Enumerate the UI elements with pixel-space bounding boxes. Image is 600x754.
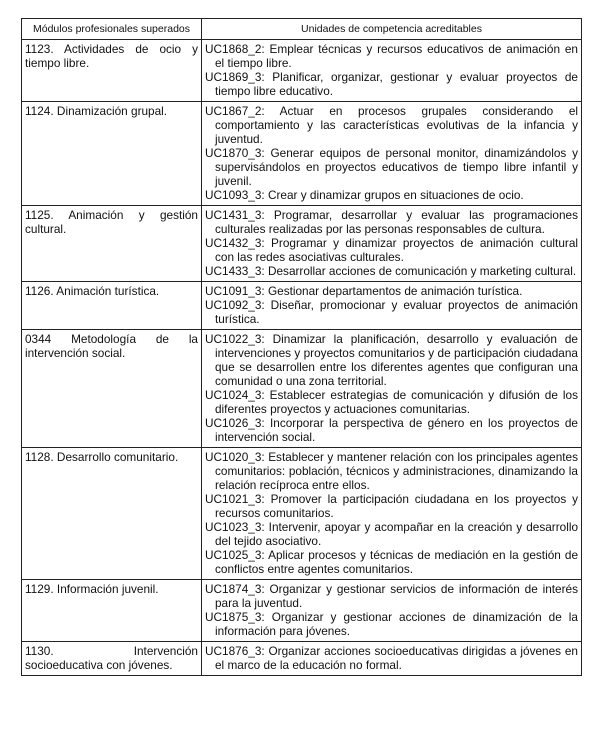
competency-units-cell <box>202 206 582 282</box>
competency-unit: UC1867_2: Actuar en procesos grupales considerando el comportamiento y las características evolutivas de la infancia y juventud. <box>205 104 578 146</box>
competency-unit: UC1432_3: Programar y dinamizar proyectos de animación cultural con las redes asociativas culturales. <box>205 236 578 264</box>
competency-units-cell <box>202 448 582 580</box>
competency-units-cell <box>202 282 582 330</box>
table-row <box>22 448 582 580</box>
table-row <box>22 642 582 676</box>
competency-unit: UC1024_3: Establecer estrategias de comunicación y difusión de los diferentes proyectos y actuaciones comunitarias. <box>205 388 578 416</box>
competency-unit: UC1431_3: Programar, desarrollar y evaluar las programaciones culturales realizadas por las personas responsables de cultura. <box>205 208 578 236</box>
module-cell: 1130. Intervención socioeducativa con jóvenes. <box>22 642 202 676</box>
table-body <box>22 40 582 676</box>
table-row <box>22 40 582 102</box>
competency-units-cell <box>202 40 582 102</box>
module-cell: 1129. Información juvenil. <box>22 580 202 642</box>
table-row <box>22 206 582 282</box>
competency-unit: UC1021_3: Promover la participación ciudadana en los proyectos y recursos comunitarios. <box>205 492 578 520</box>
competency-unit: UC1874_3: Organizar y gestionar servicios de información de interés para la juventud. <box>205 582 578 610</box>
competency-units-cell <box>202 580 582 642</box>
module-cell: 1125. Animación y gestión cultural. <box>22 206 202 282</box>
competency-units-cell <box>202 102 582 206</box>
competency-units-cell <box>202 330 582 448</box>
table-row <box>22 282 582 330</box>
competency-unit: UC1023_3: Intervenir, apoyar y acompañar en la creación y desarrollo del tejido asociativo. <box>205 520 578 548</box>
module-cell: 1126. Animación turística. <box>22 282 202 330</box>
competency-unit: UC1868_2: Emplear técnicas y recursos educativos de animación en el tiempo libre. <box>205 42 578 70</box>
document-page <box>21 18 581 676</box>
competency-unit: UC1869_3: Planificar, organizar, gestionar y evaluar proyectos de tiempo libre educativo. <box>205 70 578 98</box>
competency-unit: UC1026_3: Incorporar la perspectiva de género en los proyectos de intervención social. <box>205 416 578 444</box>
competency-unit: UC1022_3: Dinamizar la planificación, desarrollo y evaluación de intervenciones y proyectos comunitarios y de participación ciudadana que se desarrollen entre los diferentes agentes que configuran una comunidad o una zona territorial. <box>205 332 578 388</box>
competency-unit: UC1091_3: Gestionar departamentos de animación turística. <box>205 284 523 298</box>
header-competency-units: Unidades de competencia acreditables <box>202 19 582 40</box>
competency-unit: UC1020_3: Establecer y mantener relación con los principales agentes comunitarios: población, técnicos y administraciones, dinamizando la relación recíproca entre ellos. <box>205 450 578 492</box>
competency-units-cell <box>202 642 582 676</box>
module-cell: 0344 Metodología de la intervención social. <box>22 330 202 448</box>
competency-unit: UC1093_3: Crear y dinamizar grupos en situaciones de ocio. <box>205 188 524 202</box>
competency-table <box>21 18 582 676</box>
competency-unit: UC1433_3: Desarrollar acciones de comunicación y marketing cultural. <box>205 264 577 278</box>
competency-unit: UC1025_3: Aplicar procesos y técnicas de mediación en la gestión de conflictos entre agentes comunitarios. <box>205 548 578 576</box>
table-row <box>22 330 582 448</box>
header-modules: Módulos profesionales superados <box>22 19 202 40</box>
module-cell: 1128. Desarrollo comunitario. <box>22 448 202 580</box>
table-row <box>22 580 582 642</box>
module-cell: 1123. Actividades de ocio y tiempo libre. <box>22 40 202 102</box>
module-cell: 1124. Dinamización grupal. <box>22 102 202 206</box>
competency-unit: UC1870_3: Generar equipos de personal monitor, dinamizándolos y supervisándolos en proyectos educativos de tiempo libre infantil y juvenil. <box>205 146 578 188</box>
table-row <box>22 102 582 206</box>
competency-unit: UC1876_3: Organizar acciones socioeducativas dirigidas a jóvenes en el marco de la educación no formal. <box>205 644 578 672</box>
competency-unit: UC1875_3: Organizar y gestionar acciones de dinamización de la información para jóvenes. <box>205 610 578 638</box>
competency-unit: UC1092_3: Diseñar, promocionar y evaluar proyectos de animación turística. <box>205 298 578 326</box>
table-header-row <box>22 19 582 40</box>
